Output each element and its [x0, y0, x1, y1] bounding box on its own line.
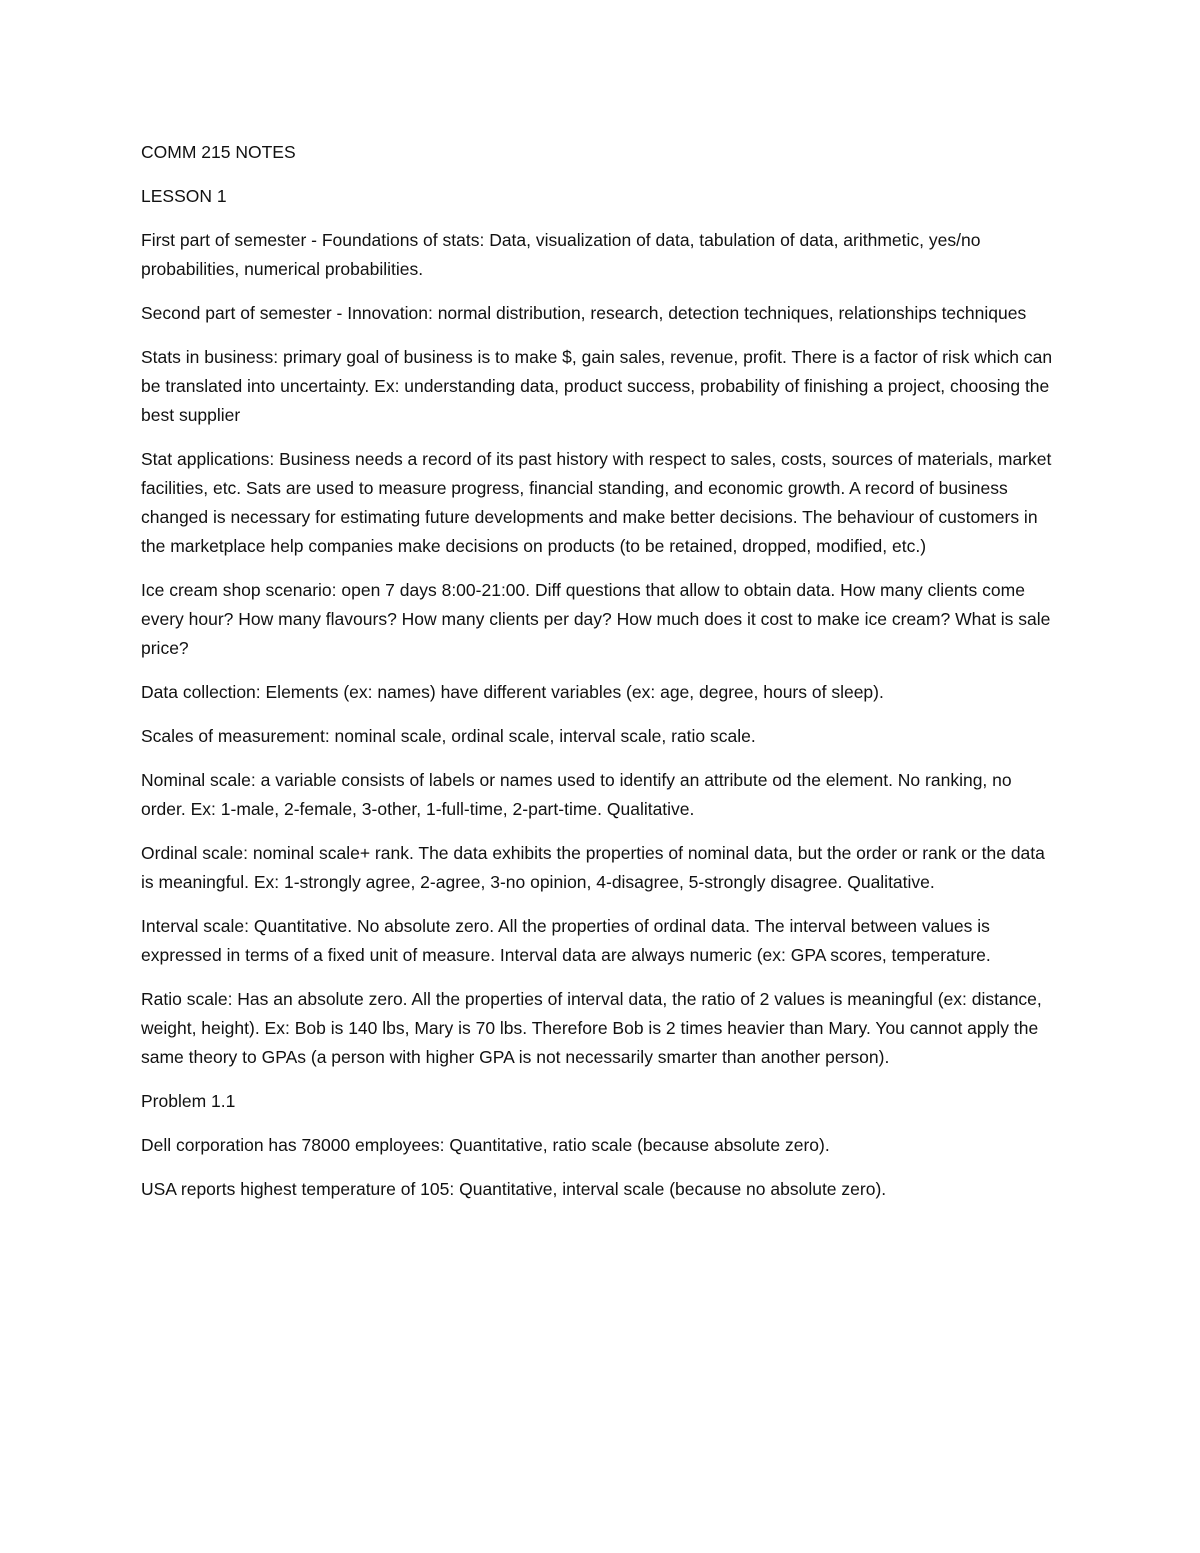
paragraph-ratio-scale: Ratio scale: Has an absolute zero. All the properties of interval data, the ratio of 2 values is meaningful (ex: distance, weight, height). Ex: Bob is 140 lbs, Mary is 70 lbs. Therefore Bob is 2 times heavier than Mary. You cannot apply the same theory to GPAs (a person with higher GPA is not necessarily smarter than another person). [141, 989, 1042, 1067]
paragraph-usa-example: USA reports highest temperature of 105: Quantitative, interval scale (because no absolute zero). [141, 1179, 887, 1199]
document-page [141, 138, 1061, 1219]
paragraph-semester-part-2: Second part of semester - Innovation: normal distribution, research, detection techniques, relationships techniques [141, 303, 1027, 323]
paragraph-interval-scale: Interval scale: Quantitative. No absolute zero. All the properties of ordinal data. The interval between values is expressed in terms of a fixed unit of measure. Interval data are always numeric (ex: GPA scores, temperature. [141, 916, 991, 965]
document-title: COMM 215 NOTES [141, 142, 296, 162]
paragraph-dell-example: Dell corporation has 78000 employees: Quantitative, ratio scale (because absolute zero). [141, 1135, 830, 1155]
paragraph-data-collection: Data collection: Elements (ex: names) have different variables (ex: age, degree, hours of sleep). [141, 682, 884, 702]
paragraph-ice-cream-scenario: Ice cream shop scenario: open 7 days 8:00-21:00. Diff questions that allow to obtain data. How many clients come every hour? How many flavours? How many clients per day? How much does it cost to make ice cream? What is sale price? [141, 580, 1051, 658]
problem-heading: Problem 1.1 [141, 1091, 236, 1111]
paragraph-ordinal-scale: Ordinal scale: nominal scale+ rank. The data exhibits the properties of nominal data, but the order or rank or the data is meaningful. Ex: 1-strongly agree, 2-agree, 3-no opinion, 4-disagree, 5-strongly disagree. Qualitative. [141, 843, 1045, 892]
paragraph-semester-part-1: First part of semester - Foundations of stats: Data, visualization of data, tabulation of data, arithmetic, yes/no probabilities, numerical probabilities. [141, 230, 981, 279]
paragraph-scales-of-measurement: Scales of measurement: nominal scale, ordinal scale, interval scale, ratio scale. [141, 726, 756, 746]
paragraph-stat-applications: Stat applications: Business needs a record of its past history with respect to sales, costs, sources of materials, market facilities, etc. Sats are used to measure progress, financial standing, and economic growth. A record of business changed is necessary for estimating future developments and make better decisions. The behaviour of customers in the marketplace help companies make decisions on products (to be retained, dropped, modified, etc.) [141, 449, 1052, 556]
paragraph-nominal-scale: Nominal scale: a variable consists of labels or names used to identify an attribute od the element. No ranking, no order. Ex: 1-male, 2-female, 3-other, 1-full-time, 2-part-time. Qualitative. [141, 770, 1012, 819]
lesson-heading: LESSON 1 [141, 186, 227, 206]
paragraph-stats-in-business: Stats in business: primary goal of business is to make $, gain sales, revenue, profit. There is a factor of risk which can be translated into uncertainty. Ex: understanding data, product success, probability of finishing a project, choosing the best supplier [141, 347, 1053, 425]
